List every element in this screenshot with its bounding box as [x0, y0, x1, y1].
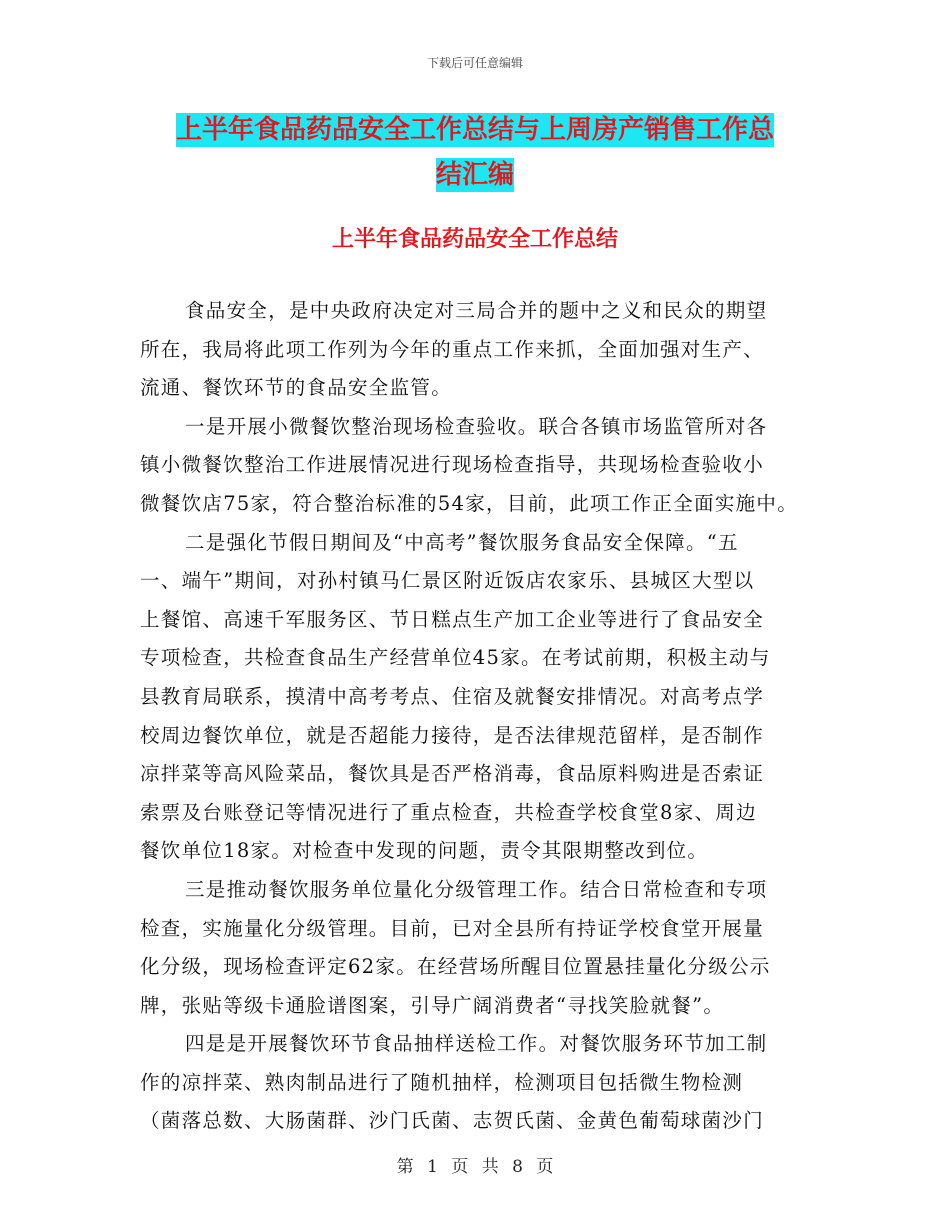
text-line: 食品安全，是中央政府决定对三局合并的题中之义和民众的期望	[185, 299, 768, 322]
text-line: 化分级，现场检查评定62家。在经营场所醒目位置悬挂量化分级公示	[140, 955, 771, 979]
text-line: 三是推动餐饮服务单位量化分级管理工作。结合日常检查和专项	[185, 877, 768, 901]
text-line: 所在，我局将此项工作列为今年的重点工作来抓，全面加强对生产、	[140, 337, 765, 361]
text-line: （菌落总数、大肠菌群、沙门氏菌、志贺氏菌、金黄色葡萄球菌沙门	[140, 1109, 765, 1133]
text-line: 二是强化节假日期间及“中高考”餐饮服务食品安全保障。“五	[185, 530, 739, 554]
text-line: 检查，实施量化分级管理。目前，已对全县所有持证学校食堂开展量	[140, 916, 765, 940]
document-title-line-1	[0, 112, 950, 148]
text-line: 作的凉拌菜、熟肉制品进行了随机抽样，检测项目包括微生物检测	[140, 1070, 744, 1094]
page-footer: 第 1 页 共 8 页	[396, 1157, 554, 1177]
text-line: 餐饮单位18家。对检查中发现的问题，责令其限期整改到位。	[140, 839, 709, 863]
text-line: 牌，张贴等级卡通脸谱图案，引导广阔消费者“寻找笑脸就餐”。	[140, 993, 725, 1017]
text-line: 专项检查，共检查食品生产经营单位45家。在考试前期，积极主动与	[140, 646, 771, 670]
text-line: 凉拌菜等高风险菜品，餐饮具是否严格消毒，食品原料购进是否索证	[140, 762, 765, 786]
text-line: 镇小微餐饮整治工作进展情况进行现场检查指导，共现场检查验收小	[140, 453, 765, 477]
text-line: 四是是开展餐饮环节食品抽样送检工作。对餐饮服务环节加工制	[185, 1032, 768, 1056]
document-title-text-1: 上半年食品药品安全工作总结与上周房产销售工作总	[175, 115, 774, 145]
text-line: 一是开展小微餐饮整治现场检查验收。联合各镇市场监管所对各	[185, 414, 768, 438]
text-line: 一、端午”期间，对孙村镇马仁景区附近饭店农家乐、县城区大型以	[140, 569, 755, 593]
section-title: 上半年食品药品安全工作总结	[331, 227, 618, 252]
body-text	[140, 292, 820, 1141]
text-line: 微餐饮店75家，符合整治标准的54家，目前，此项工作正全面实施中。	[140, 491, 799, 515]
text-line: 校周边餐饮单位，就是否超能力接待，是否法律规范留样，是否制作	[140, 723, 765, 747]
text-line: 县教育局联系，摸清中高考考点、住宿及就餐安排情况。对高考点学	[140, 684, 765, 708]
text-line: 流通、餐饮环节的食品安全监管。	[140, 376, 453, 400]
document-title-line-2	[0, 157, 950, 193]
text-line: 索票及台账登记等情况进行了重点检查，共检查学校食堂8家、周边	[140, 800, 757, 824]
document-title-text-2: 结汇编	[435, 160, 514, 190]
header-note: 下载后可任意编辑	[426, 56, 523, 70]
text-line: 上餐馆、高速千军服务区、节日糕点生产加工企业等进行了食品安全	[140, 607, 765, 631]
